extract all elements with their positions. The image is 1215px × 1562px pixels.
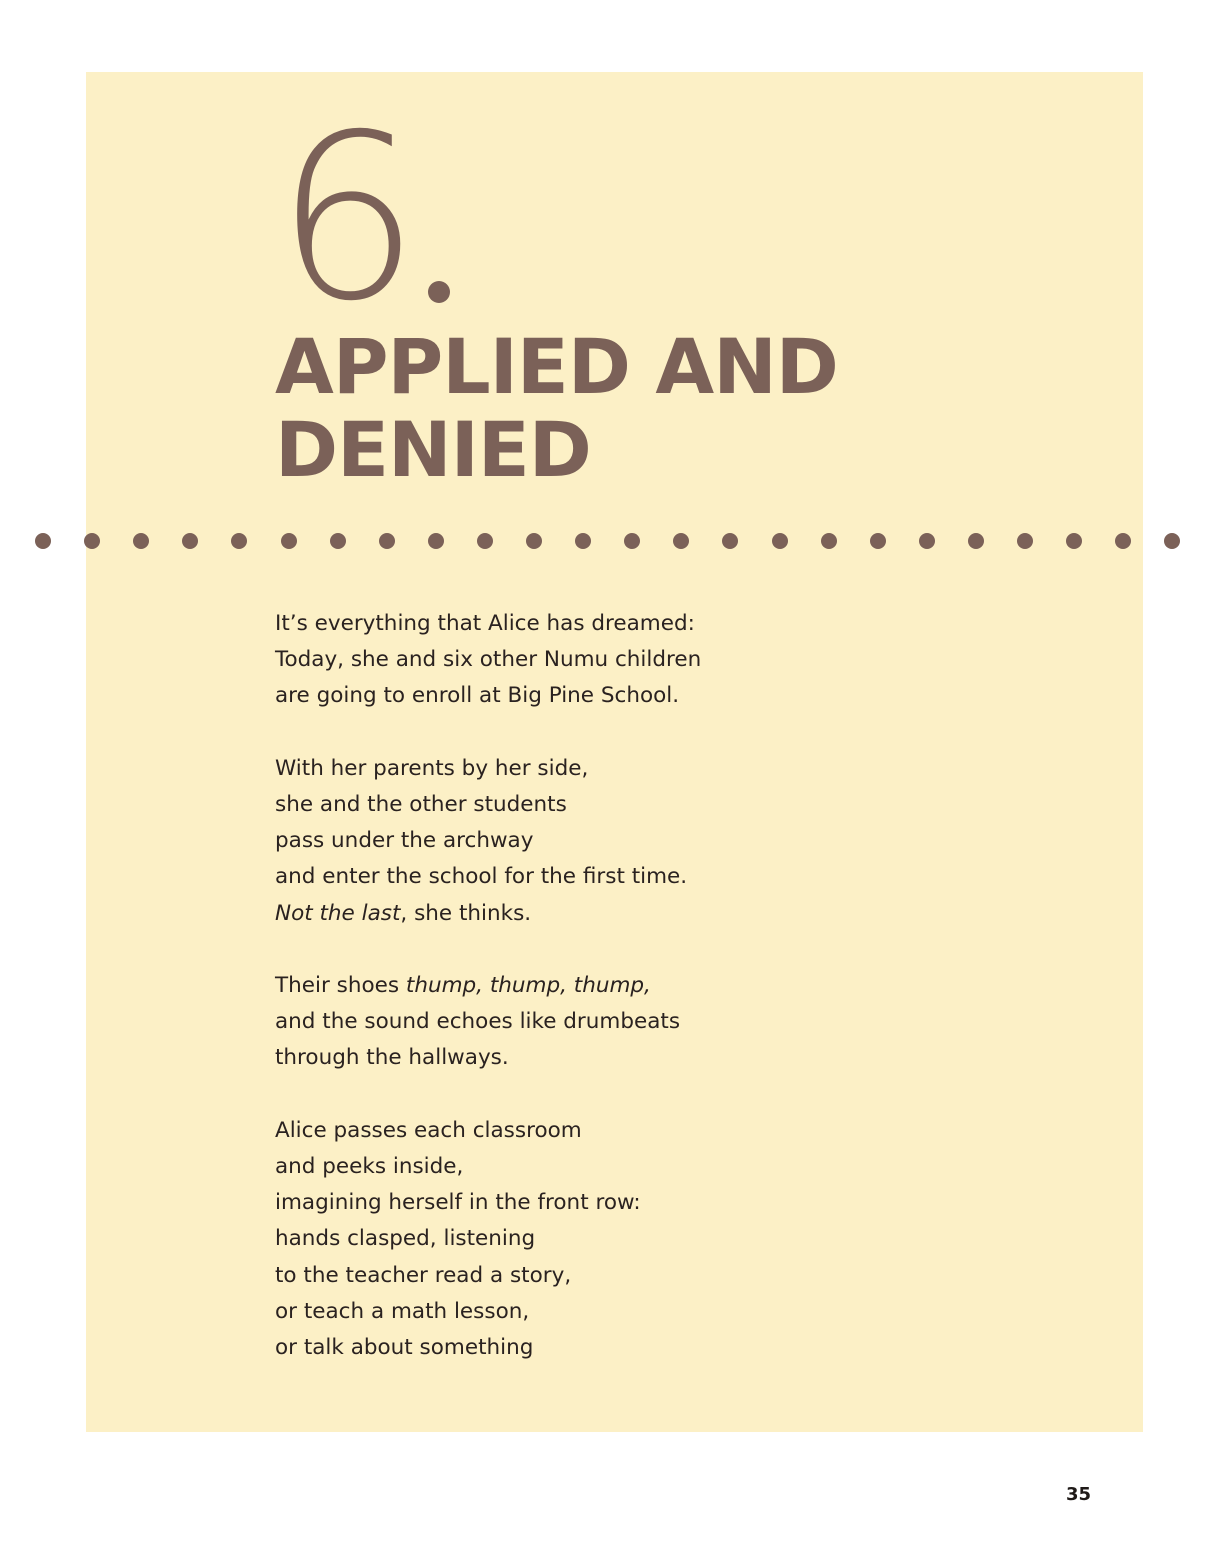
divider-dot — [84, 533, 100, 549]
divider-dot — [133, 533, 149, 549]
poem-line — [275, 1330, 875, 1366]
divider-dot — [526, 533, 542, 549]
stanza — [275, 606, 875, 715]
line-text: Their shoes — [275, 973, 406, 998]
poem-line — [275, 1258, 875, 1294]
divider-dot — [477, 533, 493, 549]
divider-dot — [1115, 533, 1131, 549]
chapter-number-period — [428, 281, 450, 303]
line-text: pass under the archway — [275, 828, 534, 854]
poem-line — [275, 1294, 875, 1330]
line-text: are going to enroll at Big Pine School. — [275, 683, 680, 709]
stanza — [275, 968, 875, 1077]
line-text: , she thinks. — [400, 900, 532, 926]
line-text: With her parents by her side, — [275, 755, 589, 781]
page-number: 35 — [1066, 1484, 1092, 1505]
poem-line — [275, 859, 875, 895]
poem-line — [275, 1221, 875, 1257]
divider-dot — [919, 533, 935, 549]
italic-text: Not the last — [275, 900, 401, 926]
italic-text: thump, thump, thump, — [405, 973, 651, 998]
divider-dot — [673, 533, 689, 549]
poem-line — [275, 642, 875, 678]
divider-dot — [575, 533, 591, 549]
dot-divider — [35, 531, 1190, 551]
divider-dot — [624, 533, 640, 549]
poem-line — [275, 823, 875, 859]
line-text: hands clasped, listening — [275, 1226, 536, 1252]
line-text: It’s everything that Alice has dreamed: — [275, 611, 695, 636]
divider-dot — [1017, 533, 1033, 549]
divider-dot — [330, 533, 346, 549]
stanza — [275, 1113, 875, 1366]
divider-dot — [35, 533, 51, 549]
poem-line — [275, 751, 875, 787]
line-text: or teach a math lesson, — [275, 1298, 530, 1324]
divider-dot — [870, 533, 886, 549]
line-text: and enter the school for the first time. — [275, 864, 688, 890]
divider-dot — [182, 533, 198, 549]
divider-dot — [428, 533, 444, 549]
poem-line — [275, 606, 875, 642]
divider-dot — [281, 533, 297, 549]
poem-line — [275, 1004, 875, 1040]
poem-body — [275, 606, 875, 1402]
divider-dot — [968, 533, 984, 549]
line-text: she and the other students — [275, 792, 567, 817]
poem-line — [275, 1185, 875, 1221]
stanza — [275, 751, 875, 932]
divider-dot — [722, 533, 738, 549]
divider-dot — [1066, 533, 1082, 549]
poem-line — [275, 896, 875, 932]
line-text: through the hallways. — [275, 1045, 509, 1071]
poem-line — [275, 1040, 875, 1076]
divider-dot — [231, 533, 247, 549]
line-text: to the teacher read a story, — [275, 1262, 572, 1288]
line-text: and peeks inside, — [275, 1154, 464, 1179]
poem-line — [275, 1113, 875, 1149]
poem-line — [275, 678, 875, 714]
chapter-title: APPLIED AND DENIED — [275, 322, 838, 494]
chapter-number: 6 — [275, 85, 415, 351]
line-text: and the sound echoes like drumbeats — [275, 1009, 681, 1035]
line-text: imagining herself in the front row: — [275, 1190, 641, 1216]
divider-dot — [821, 533, 837, 549]
poem-line — [275, 787, 875, 823]
poem-line — [275, 1149, 875, 1185]
divider-dot — [379, 533, 395, 549]
divider-dot — [772, 533, 788, 549]
divider-dot — [1164, 533, 1180, 549]
line-text: Alice passes each classroom — [275, 1117, 582, 1143]
line-text: or talk about something — [275, 1335, 534, 1361]
poem-line — [275, 968, 875, 1004]
line-text: Today, she and six other Numu children — [275, 647, 702, 673]
